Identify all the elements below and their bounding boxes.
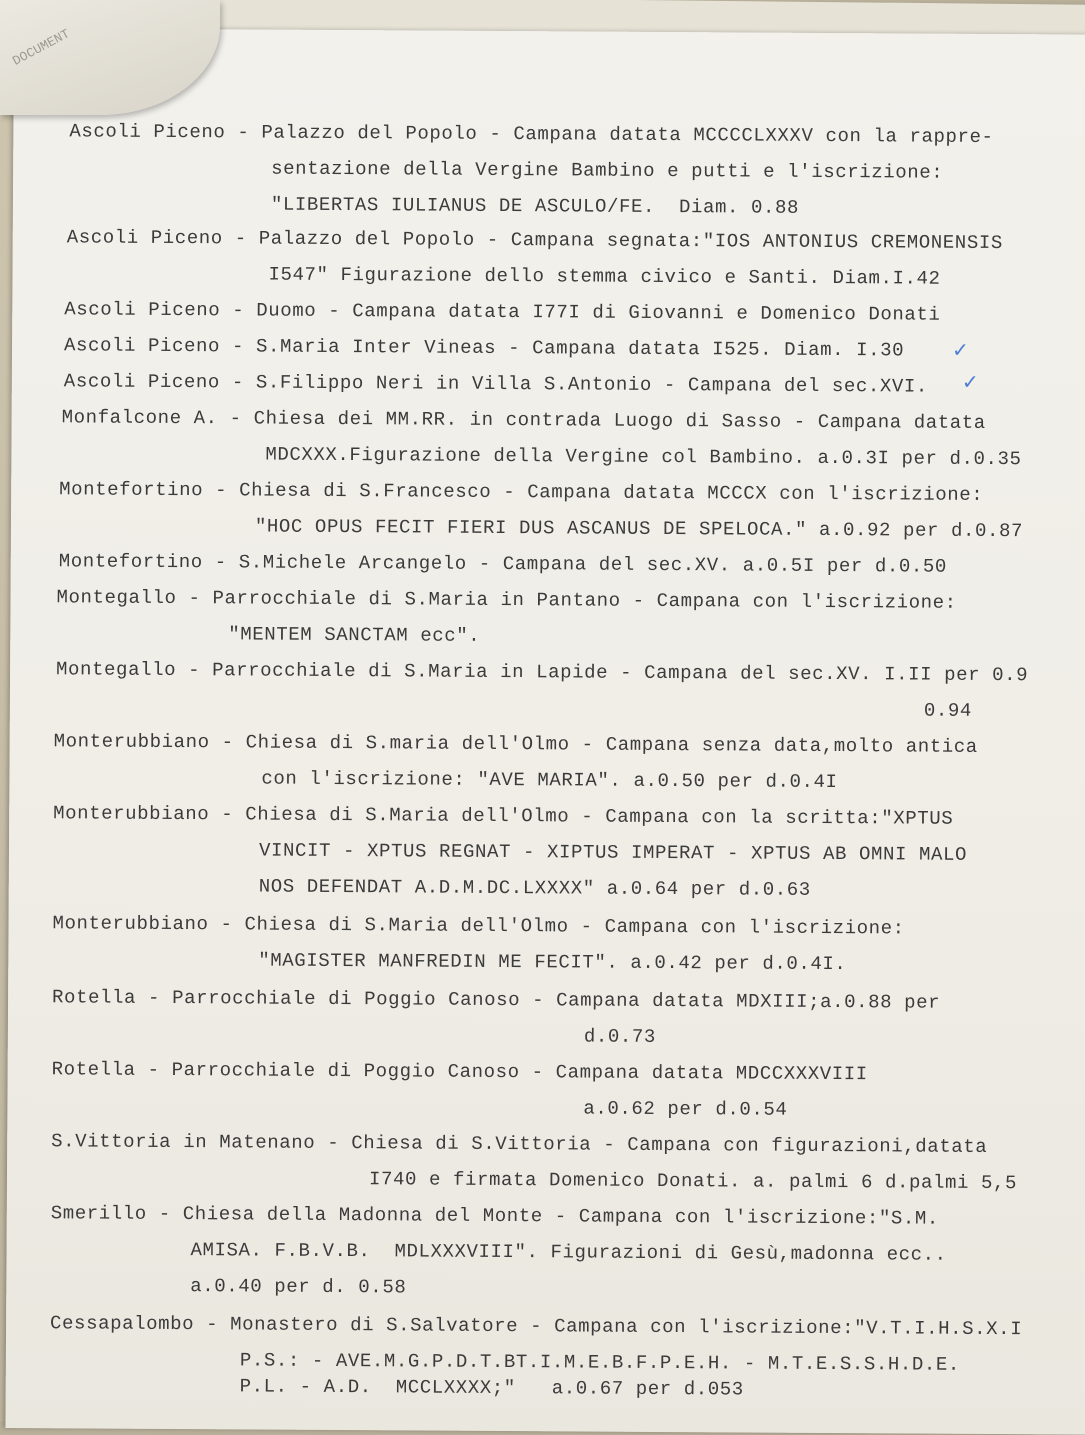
entry-line: Montefortino - Chiesa di S.Francesco - Campana datata MCCCX con l'iscrizione: xyxy=(59,478,984,506)
entry-line: Monterubbiano - Chiesa di S.maria dell'Olmo - Campana senza data,molto antica xyxy=(53,730,978,758)
entry-line: VINCIT - XPTUS REGNAT - XIPTUS IMPERAT - XPTUS AB OMNI MALO xyxy=(258,839,968,866)
entry-line: Montefortino - S.Michele Arcangelo - Campana del sec.XV. a.0.5I per d.0.50 xyxy=(58,550,947,578)
entry-line: 0.94 xyxy=(923,699,972,722)
check-mark-icon: ✓ xyxy=(961,369,979,394)
entry-line: a.0.40 per d. 0.58 xyxy=(190,1275,407,1299)
entry-line: I547" Figurazione dello stemma civico e Santi. Diam.I.42 xyxy=(268,263,941,290)
entry-line: Ascoli Piceno - Palazzo del Popolo - Campana segnata:"IOS ANTONIUS CREMONENSIS xyxy=(66,226,1003,255)
entry-line: Rotella - Parrocchiale di Poggio Canoso - Campana datata MDXIII;a.0.88 per xyxy=(52,986,941,1014)
entry-line: con l'iscrizione: "AVE MARIA". a.0.50 per d.0.4I xyxy=(261,767,838,794)
entry-line: d.0.73 xyxy=(583,1025,656,1048)
typewritten-page xyxy=(5,28,1085,1435)
entry-line: P.S.: - AVE.M.G.P.D.T.BT.I.M.E.B.F.P.E.H. - M.T.E.S.S.H.D.E. xyxy=(239,1349,961,1376)
entry-line: AMISA. F.B.V.B. MDLXXXVIII". Figurazioni di Gesù,madonna ecc.. xyxy=(190,1239,947,1266)
entry-line: "LIBERTAS IULIANUS DE ASCULO/FE. Diam. 0.88 xyxy=(270,193,800,219)
entry-line: "MAGISTER MANFREDIN ME FECIT". a.0.42 per d.0.4I. xyxy=(258,949,847,976)
entry-line: Smerillo - Chiesa della Madonna del Monte - Campana con l'iscrizione:"S.M. xyxy=(50,1202,939,1230)
entry-line: Monterubbiano - Chiesa di S.Maria dell'Olmo - Campana con l'iscrizione: xyxy=(52,912,905,940)
entry-line: a.0.62 per d.0.54 xyxy=(583,1097,788,1121)
entry-line: Montegallo - Parrocchiale di S.Maria in Pantano - Campana con l'iscrizione: xyxy=(56,586,957,614)
entry-line: Monfalcone A. - Chiesa dei MM.RR. in contrada Luogo di Sasso - Campana datata xyxy=(61,406,986,434)
entry-line: "HOC OPUS FECIT FIERI DUS ASCANUS DE SPELOCA." a.0.92 per d.0.87 xyxy=(254,515,1024,543)
entry-line: sentazione della Vergine Bambino e putti e l'iscrizione: xyxy=(271,157,944,184)
entry-line: "MENTEM SANCTAM ecc". xyxy=(228,623,481,647)
entry-line: Ascoli Piceno - S.Filippo Neri in Villa S.Antonio - Campana del sec.XVI. xyxy=(63,370,929,398)
entry-line: Ascoli Piceno - Palazzo del Popolo - Campana datata MCCCCLXXXV con la rappre- xyxy=(69,120,994,148)
entry-line: Cessapalombo - Monastero di S.Salvatore - Campana con l'iscrizione:"V.T.I.H.S.X.I xyxy=(50,1312,1023,1341)
entry-line: Monterubbiano - Chiesa di S.Maria dell'Olmo - Campana con la scritta:"XPTUS xyxy=(53,802,954,830)
check-mark-icon: ✓ xyxy=(951,337,969,362)
entry-line: Ascoli Piceno - S.Maria Inter Vineas - Campana datata I525. Diam. I.30 xyxy=(63,334,905,362)
corner-stamp: DOCUMENT xyxy=(10,26,73,69)
entry-line: P.L. - A.D. MCCLXXXX;" a.0.67 per d.053 xyxy=(239,1375,744,1401)
entry-line: Rotella - Parrocchiale di Poggio Canoso - Campana datata MDCCXXXVIII xyxy=(51,1058,868,1086)
entry-line: Montegallo - Parrocchiale di S.Maria in Lapide - Campana del sec.XV. I.II per 0.9 xyxy=(56,658,1029,687)
entry-line: S.Vittoria in Matenano - Chiesa di S.Vittoria - Campana con figurazioni,datata xyxy=(51,1130,988,1158)
entry-line: Ascoli Piceno - Duomo - Campana datata I77I di Giovanni e Domenico Donati xyxy=(64,298,941,326)
entry-line: MDCXXX.Figurazione della Vergine col Bambino. a.0.3I per d.0.35 xyxy=(265,443,1022,471)
entry-line: I740 e firmata Domenico Donati. a. palmi 6 d.palmi 5,5 xyxy=(368,1168,1018,1195)
entry-line: NOS DEFENDAT A.D.M.DC.LXXXX" a.0.64 per d.0.63 xyxy=(258,875,811,901)
